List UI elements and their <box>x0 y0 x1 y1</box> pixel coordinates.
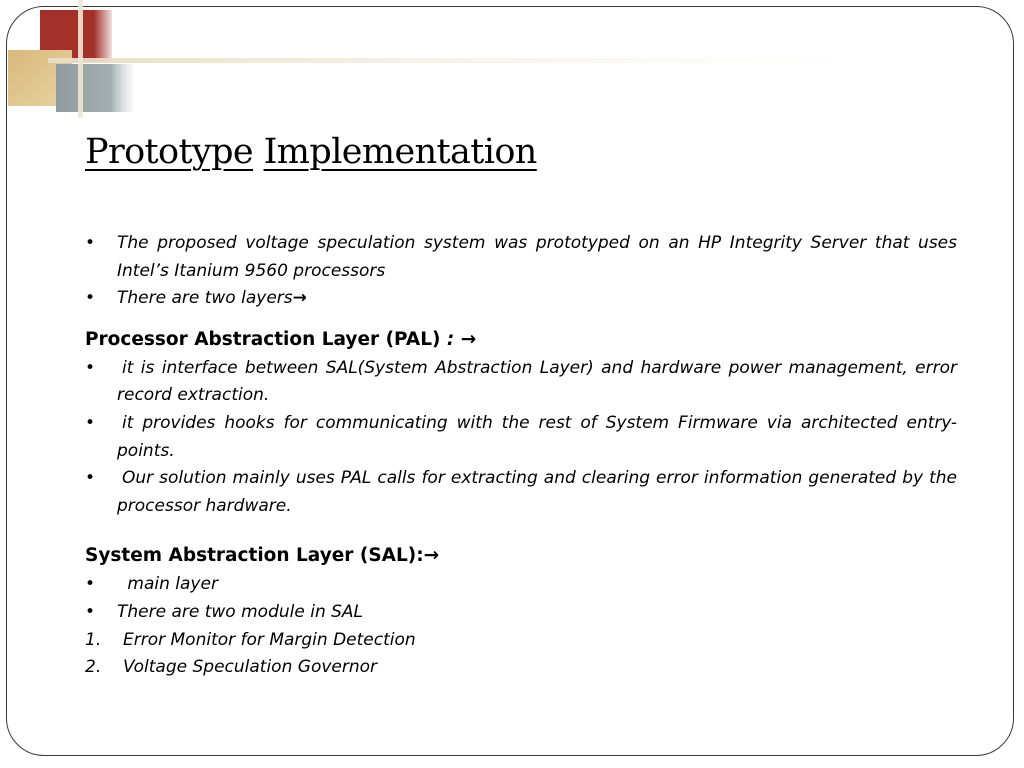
bullet-text: it is interface between SAL(System Abstraction Layer) and hardware power management, error record extraction. <box>117 357 957 406</box>
bullet-text: There are two layers <box>117 288 293 309</box>
sal-numbered-item <box>85 627 957 655</box>
bullet-glyph: • <box>85 412 96 433</box>
pal-heading <box>85 325 957 355</box>
pal-heading-colon: : <box>440 328 455 350</box>
item-text: Error Monitor for Margin Detection <box>123 629 416 650</box>
bullet-text: Our solution mainly uses PAL calls for extracting and clearing error information generated by the processor hardware. <box>117 468 957 516</box>
bullet-glyph: • <box>85 601 96 622</box>
sal-bullet <box>85 571 957 599</box>
bullet-glyph: • <box>85 288 96 309</box>
bullet-text: There are two module in SAL <box>117 601 364 622</box>
bullet-text: The proposed voltage speculation system was prototyped on an HP Integrity Server that uses Intel’s Itanium 9560 processors <box>117 233 957 281</box>
title-block <box>85 128 537 176</box>
intro-bullet <box>85 230 957 285</box>
pal-bullet <box>85 355 957 410</box>
arrow-icon: → <box>423 545 440 567</box>
bullet-glyph: • <box>85 357 96 378</box>
pal-heading-text: Processor Abstraction Layer (PAL) <box>85 328 441 350</box>
sal-bullet <box>85 599 957 627</box>
sal-numbered-item <box>85 654 957 682</box>
bullet-text: main layer <box>122 574 218 595</box>
pal-bullet <box>85 410 957 465</box>
sal-heading <box>85 541 957 571</box>
bullet-text: it provides hooks for communicating with the rest of System Firmware via architected entry- points. <box>117 412 957 461</box>
bullet-glyph: • <box>85 233 96 253</box>
item-text: Voltage Speculation Governor <box>123 657 378 678</box>
title-word-prototype: Prototype <box>85 132 254 172</box>
pal-bullet <box>85 465 957 520</box>
bullet-glyph: • <box>85 574 96 595</box>
slide-title <box>85 128 537 176</box>
bullet-glyph: • <box>85 468 96 489</box>
arrow-icon: → <box>292 288 307 309</box>
arrow-icon: → <box>460 328 477 350</box>
intro-bullet <box>85 285 957 313</box>
slide-content <box>85 230 957 682</box>
sal-heading-text: System Abstraction Layer (SAL): <box>85 545 424 567</box>
item-number: 2. <box>85 657 102 678</box>
title-word-implementation: Implementation <box>263 132 537 172</box>
item-number: 1. <box>85 629 102 650</box>
